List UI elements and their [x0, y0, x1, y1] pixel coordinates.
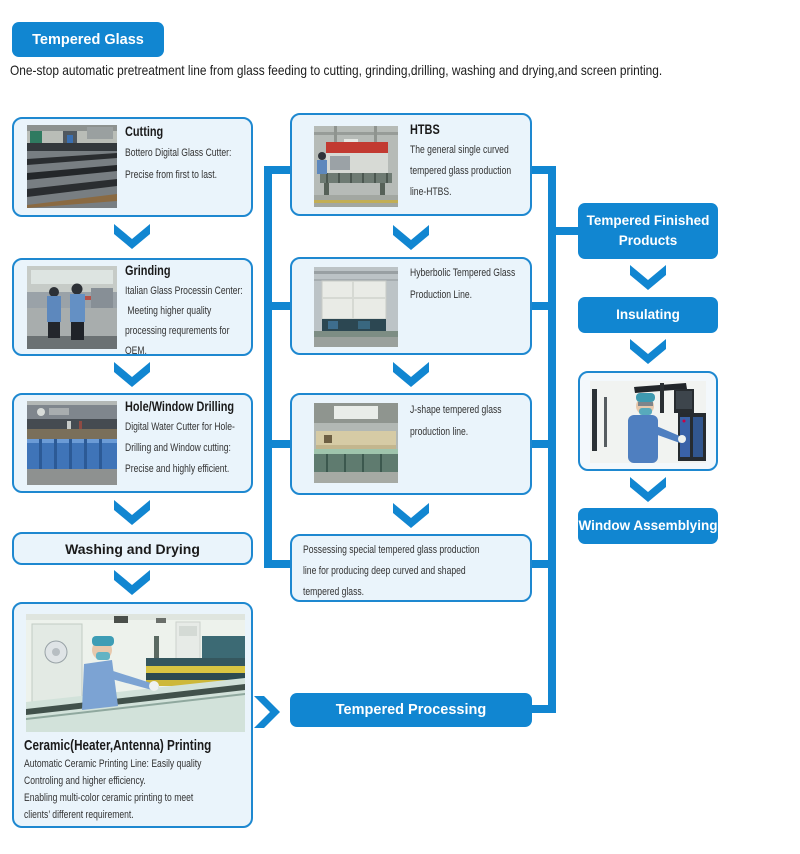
insulating-label: Insulating	[616, 307, 680, 322]
ceramic-printing-photo	[26, 614, 245, 732]
cutting-title: Cutting	[125, 123, 164, 139]
connector-stub	[532, 560, 548, 568]
jshape-line: production line.	[410, 426, 469, 438]
arrow-down-icon	[114, 570, 150, 595]
tempered-processing-box	[290, 693, 532, 727]
finished-products-line: Tempered Finished	[586, 213, 710, 228]
htbs-line: tempered glass production	[410, 165, 512, 177]
special-line: tempered glass.	[303, 586, 365, 598]
htbs-text	[410, 121, 540, 203]
cutting-line: Bottero Digital Glass Cutter:	[125, 147, 232, 159]
htbs-photo	[314, 126, 398, 207]
drilling-line: Digital Water Cutter for Hole-	[125, 421, 235, 433]
arrow-down-icon	[393, 225, 429, 250]
ceramic-line: clients’ different requirement.	[24, 809, 134, 821]
arrow-down-icon	[630, 339, 666, 364]
grinding-line: OEM.	[125, 345, 147, 357]
grinding-photo	[27, 266, 117, 349]
cutting-photo	[27, 125, 117, 208]
hyberbolic-line: Hyberbolic Tempered Glass	[410, 267, 516, 279]
connector-stub	[532, 705, 548, 713]
finished-products-line: Products	[618, 233, 678, 248]
drilling-title: Hole/Window Drilling	[125, 398, 235, 414]
arrow-down-icon	[630, 265, 666, 290]
cutting-line: Precise from first to last.	[125, 169, 218, 181]
section-tag-label: Tempered Glass	[32, 31, 144, 48]
jshape-photo	[314, 403, 398, 483]
arrow-right-icon	[254, 696, 280, 728]
drilling-line: Precise and highly efficient.	[125, 463, 230, 475]
connector-stub	[272, 166, 290, 174]
washing-drying-label: Washing and Drying	[65, 540, 200, 557]
htbs-line: The general single curved	[410, 144, 509, 156]
arrow-down-icon	[393, 362, 429, 387]
ceramic-line: Automatic Ceramic Printing Line: Easily quality	[24, 758, 202, 770]
connector-left-trunk	[264, 166, 272, 568]
drilling-text	[125, 398, 266, 480]
grinding-line: processing requrements for	[125, 325, 230, 337]
ceramic-title: Ceramic(Heater,Antenna) Printing	[24, 737, 212, 754]
tempered-finished-products-box	[578, 203, 718, 259]
ceramic-line: Controling and higher efficiency.	[24, 775, 146, 787]
connector-stub	[272, 440, 290, 448]
special-line: line for producing deep curved and shaped	[303, 565, 466, 577]
arrow-down-icon	[114, 362, 150, 387]
tempered-processing-label: Tempered Processing	[335, 702, 487, 718]
window-assembling-box	[578, 508, 718, 544]
ceramic-line: Enabling multi-color ceramic printing to meet	[24, 792, 194, 804]
drilling-photo	[27, 401, 117, 485]
special-line-text	[303, 540, 529, 603]
jshape-line: J-shape tempered glass	[410, 404, 502, 416]
insulating-box	[578, 297, 718, 333]
grinding-title: Grinding	[125, 262, 171, 278]
arrow-down-icon	[114, 224, 150, 249]
grinding-line: Italian Glass Processin Center:	[125, 285, 243, 297]
hyberbolic-line: Production Line.	[410, 289, 473, 301]
htbs-title: HTBS	[410, 121, 440, 137]
ceramic-text	[24, 756, 251, 824]
window-assembling-label: Window Assemblying	[578, 518, 718, 533]
hyberbolic-photo	[314, 267, 398, 347]
cutting-text	[125, 123, 261, 186]
connector-stub	[272, 560, 290, 568]
grinding-line: Meeting higher quality	[125, 305, 212, 317]
special-line: Possessing special tempered glass production	[303, 544, 480, 556]
connector-stub	[532, 440, 548, 448]
htbs-line: line-HTBS.	[410, 186, 452, 198]
connector-right-trunk	[548, 166, 556, 713]
drilling-line: Drilling and Window cutting:	[125, 442, 231, 454]
arrow-down-icon	[393, 503, 429, 528]
grinding-text	[125, 262, 276, 361]
section-tag-tempered-glass	[12, 22, 164, 57]
connector-stub-finished-products	[556, 227, 578, 235]
washing-drying-box	[12, 532, 253, 565]
assembling-photo	[590, 381, 706, 463]
hyberbolic-text	[410, 262, 545, 306]
jshape-text	[410, 399, 527, 443]
arrow-down-icon	[630, 477, 666, 502]
arrow-down-icon	[114, 500, 150, 525]
intro-description: One-stop automatic pretreatment line from glass feeding to cutting, grinding,drilling, washing and drying,and screen printing.	[10, 62, 663, 78]
